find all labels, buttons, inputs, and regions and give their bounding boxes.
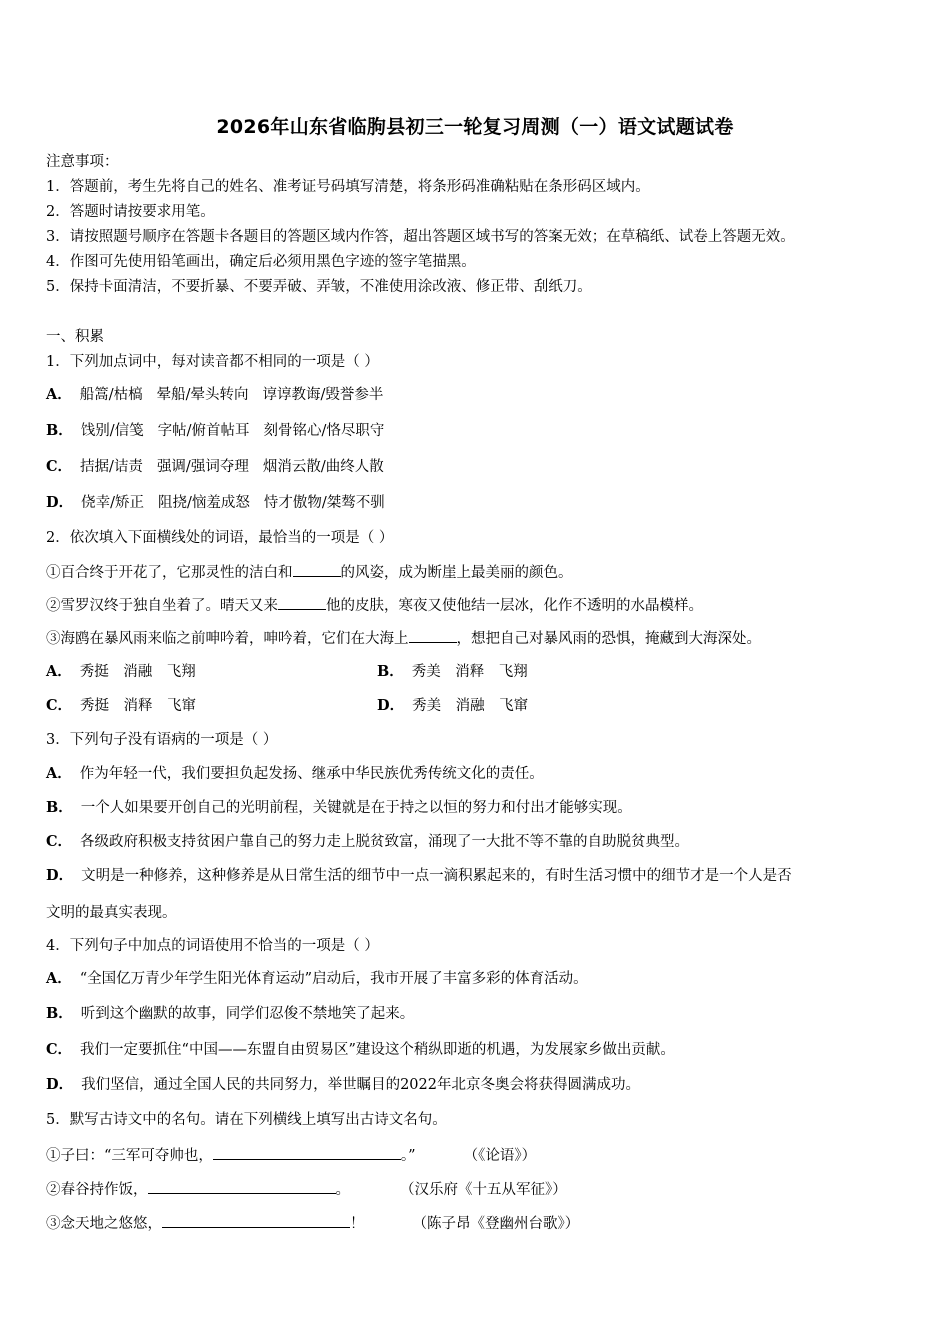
option-text: 文明是一种修养，这种修养是从日常生活的细节中一点一滴积累起来的，有时生活习惯中的细节才是一个人是否	[81, 868, 792, 884]
word-pair: 阻挠/恼羞成怒	[157, 495, 250, 511]
q3-option-d-continued: 文明的最真实表现。	[46, 905, 177, 921]
option-text: “全国亿万青少年学生阳光体育运动”启动后，我市开展了丰富多彩的体育活动。	[79, 971, 588, 987]
option-text: 秀美 消释 飞翔	[411, 664, 528, 680]
option-label: D．	[46, 494, 74, 511]
option-text: 作为年轻一代，我们要担负起发扬、继承中华民族优秀传统文化的责任。	[79, 766, 544, 782]
sentence-text: ①百合终于开花了，它那灵性的洁白和	[46, 565, 293, 581]
q4-option-a	[46, 969, 588, 989]
q2-sentence-2	[46, 595, 703, 616]
q5-stem: 5．默写古诗文中的名句。请在下列横线上填写出古诗文名句。	[46, 1112, 447, 1128]
fill-blank[interactable]	[409, 628, 457, 643]
fill-blank[interactable]	[162, 1213, 350, 1228]
option-label: D．	[46, 1076, 74, 1093]
fill-blank[interactable]	[278, 595, 326, 610]
option-label: A．	[46, 970, 72, 987]
sentence-text: 他的皮肤，寒夜又使他结一层冰，化作不透明的水晶模样。	[326, 598, 703, 614]
word-pair: 拮据/诘责	[80, 459, 143, 475]
q3-option-a	[46, 764, 544, 784]
option-text: 我们坚信，通过全国人民的共同努力，举世瞩目的2022年北京冬奥会将获得圆满成功。	[81, 1077, 640, 1093]
word-pair: 字帖/俯首帖耳	[157, 423, 250, 439]
q3-option-b	[46, 798, 632, 818]
q3-option-d	[46, 866, 792, 886]
q2-option-b	[377, 662, 528, 682]
option-text: 一个人如果要开创自己的光明前程，关键就是在于持之以恒的努力和付出才能够实现。	[80, 800, 632, 816]
fill-blank[interactable]	[293, 562, 341, 577]
option-label: C．	[46, 833, 73, 850]
q4-option-d	[46, 1075, 640, 1095]
q5-line-1	[46, 1145, 536, 1166]
q2-sentence-1	[46, 562, 573, 583]
exam-title: 2026年山东省临朐县初三一轮复习周测（一）语文试题试卷	[216, 116, 734, 138]
notice-item: 4．作图可先使用铅笔画出，确定后必须用黑色字迹的签字笔描黑。	[46, 254, 476, 270]
q1-option-b	[46, 421, 384, 441]
notice-item: 3．请按照题号顺序在答题卡各题目的答题区域内作答，超出答题区域书写的答案无效；在草稿纸、试卷上答题无效。	[46, 229, 795, 245]
q5-line-2	[46, 1179, 567, 1200]
notice-item: 2．答题时请按要求用笔。	[46, 204, 215, 220]
fill-blank[interactable]	[213, 1145, 401, 1160]
option-text: 秀挺 消融 飞翔	[79, 664, 196, 680]
notice-item: 5．保持卡面清洁，不要折暴、不要弄破、弄皱，不准使用涂改液、修正带、刮纸刀。	[46, 279, 592, 295]
q2-option-c	[46, 696, 196, 716]
q1-option-c	[46, 457, 384, 477]
word-pair: 恃才傲物/桀骜不驯	[263, 495, 385, 511]
option-label: C．	[46, 1041, 73, 1058]
word-pair: 晕船/晕头转向	[156, 387, 249, 403]
q4-option-c	[46, 1040, 675, 1060]
q1-option-a	[46, 385, 383, 405]
option-label: A．	[46, 663, 72, 680]
sentence-text: ②雪罗汉终于独自坐着了。晴天又来	[46, 598, 278, 614]
source-citation: （《论语》）	[463, 1148, 537, 1164]
word-pair: 侥幸/矫正	[81, 495, 144, 511]
word-pair: 烟消云散/曲终人散	[262, 459, 384, 475]
notice-heading: 注意事项：	[46, 154, 119, 170]
source-citation: （陈子昂《登幽州台歌》）	[412, 1216, 580, 1232]
option-label: A．	[46, 765, 72, 782]
option-text: 听到这个幽默的故事，同学们忍俊不禁地笑了起来。	[80, 1006, 415, 1022]
option-label: C．	[46, 697, 73, 714]
sentence-text: 的风姿，成为断崖上最美丽的颜色。	[340, 565, 573, 581]
q2-sentence-3	[46, 628, 761, 649]
poem-text: ③念天地之悠悠，	[46, 1216, 162, 1232]
option-label: B．	[46, 799, 73, 816]
source-citation: （汉乐府《十五从军征》）	[400, 1182, 567, 1198]
fill-blank[interactable]	[148, 1179, 336, 1194]
option-label: C．	[46, 458, 73, 475]
sentence-text: ③海鸥在暴风雨来临之前呻吟着，呻吟着，它们在大海上	[46, 631, 409, 647]
option-label: B．	[46, 1005, 73, 1022]
option-text: 秀美 消融 飞窜	[412, 698, 529, 714]
q5-line-3	[46, 1213, 579, 1234]
q3-stem: 3．下列句子没有语病的一项是（ ）	[46, 732, 278, 748]
word-pair: 饯别/信笺	[80, 423, 144, 439]
option-label: D．	[46, 867, 74, 884]
word-pair: 强调/强词夺理	[156, 459, 249, 475]
sentence-text: ，想把自己对暴风雨的恐惧，掩藏到大海深处。	[456, 631, 761, 647]
notice-item: 1．答题前，考生先将自己的姓名、准考证号码填写清楚，将条形码准确粘贴在条形码区域内。	[46, 179, 650, 195]
q2-stem: 2．依次填入下面横线处的词语，最恰当的一项是（ ）	[46, 530, 394, 546]
option-text: 我们一定要抓住“中国——东盟自由贸易区”建设这个稍纵即逝的机遇，为发展家乡做出贡献。	[80, 1042, 675, 1058]
option-label: D．	[377, 697, 405, 714]
option-label: A．	[46, 386, 72, 403]
q1-option-d	[46, 493, 385, 513]
option-label: B．	[377, 663, 404, 680]
word-pair: 刻骨铭心/恪尽职守	[263, 423, 385, 439]
q4-stem: 4．下列句子中加点的词语使用不恰当的一项是（ ）	[46, 938, 379, 954]
section-heading: 一、积累	[46, 329, 104, 345]
q1-stem: 1．下列加点词中，每对读音都不相同的一项是（ ）	[46, 354, 379, 370]
poem-text: ②春谷持作饭，	[46, 1182, 148, 1198]
option-text: 各级政府积极支持贫困户靠自己的努力走上脱贫致富，涌现了一大批不等不靠的自助脱贫典型。	[80, 834, 690, 850]
poem-text: 。”	[400, 1148, 416, 1164]
poem-text: ①子曰：“三军可夺帅也，	[46, 1148, 213, 1164]
poem-text: ！	[350, 1216, 365, 1232]
q2-option-d	[377, 696, 528, 716]
option-text: 秀挺 消释 飞窜	[80, 698, 197, 714]
q4-option-b	[46, 1004, 414, 1024]
q2-option-a	[46, 662, 196, 682]
poem-text: 。	[335, 1182, 350, 1198]
option-label: B．	[46, 422, 73, 439]
word-pair: 船篙/枯槁	[79, 387, 143, 403]
word-pair: 谆谆教诲/毁誉参半	[262, 387, 384, 403]
q3-option-c	[46, 832, 689, 852]
